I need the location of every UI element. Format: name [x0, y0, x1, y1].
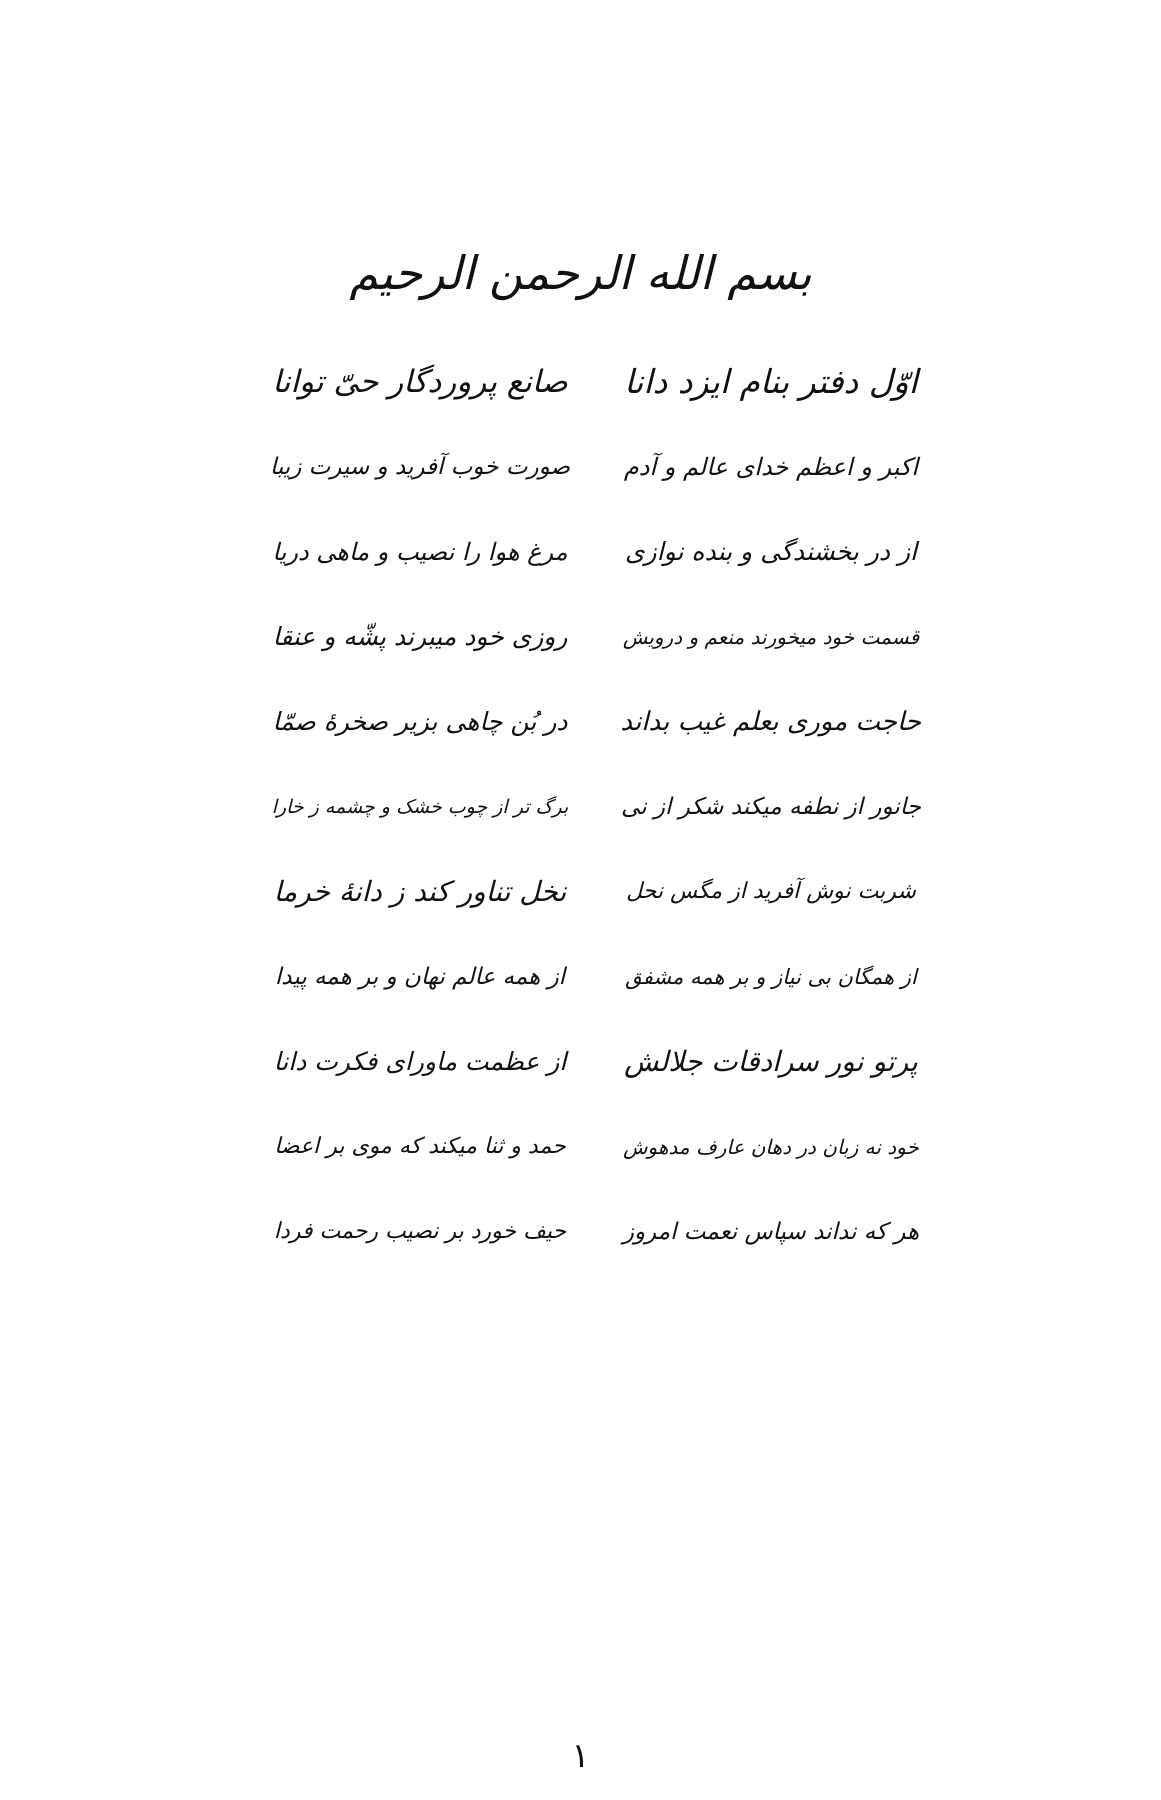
hemistich-right: خود نه زبان در دهان عارف مدهوش — [623, 1135, 919, 1159]
hemistich-right: اکبر و اعظم خدای عالم و آدم — [623, 453, 919, 481]
hemistich-right: قسمت خود میخورند منعم و درویش — [622, 625, 920, 649]
hemistich-left: حمد و ثنا میکند که موی بر اعضا — [274, 1134, 566, 1159]
hemistich-right: از در بخشندگی و بنده نوازی — [624, 537, 918, 566]
hemistich-right: اوّل دفتر بنام ایزد دانا — [624, 362, 918, 401]
hemistich-right: جانور از نطفه میکند شکر از نی — [621, 794, 921, 820]
hemistich-left: صورت خوب آفرید و سیرت زیبا — [269, 454, 570, 480]
hemistich-left: صانع پروردگار حیّ توانا — [272, 364, 568, 400]
couplet — [0, 427, 1161, 507]
hemistich-left: از همه عالم نهان و بر همه پیدا — [274, 964, 566, 990]
couplet — [0, 342, 1161, 422]
hemistich-right: شربت نوش آفرید از مگس نحل — [626, 879, 916, 904]
couplet — [0, 1107, 1161, 1187]
page-number: ١ — [571, 1736, 590, 1776]
couplet — [0, 597, 1161, 677]
hemistich-left: نخل تناور کند ز دانهٔ خرما — [273, 875, 567, 908]
couplet — [0, 1192, 1161, 1272]
hemistich-right: هر که نداند سپاس نعمت امروز — [622, 1219, 920, 1245]
hemistich-left: روزی خود میبرند پشّه و عنقا — [272, 622, 568, 651]
hemistich-left: در بُن چاهی بزیر صخرهٔ صمّا — [272, 707, 568, 736]
couplet — [0, 852, 1161, 932]
basmala-heading: بسم الله الرحمن الرحیم — [349, 246, 812, 300]
hemistich-left: برگ تر از چوب خشک و چشمه ز خارا — [271, 796, 569, 818]
couplet — [0, 937, 1161, 1017]
couplet — [0, 1022, 1161, 1102]
couplet — [0, 767, 1161, 847]
hemistich-left: مرغ هوا را نصیب و ماهی دریا — [272, 538, 568, 566]
hemistich-right: پرتو نور سرادقات جلالش — [624, 1045, 918, 1078]
hemistich-right: حاجت موری بعلم غیب بداند — [620, 707, 921, 737]
hemistich-left: حیف خورد بر نصیب رحمت فردا — [273, 1219, 567, 1244]
hemistich-right: از همگان بی نیاز و بر همه مشفق — [625, 965, 917, 989]
hemistich-left: از عظمت ماورای فکرت دانا — [273, 1047, 567, 1076]
couplet — [0, 512, 1161, 592]
couplet — [0, 682, 1161, 762]
